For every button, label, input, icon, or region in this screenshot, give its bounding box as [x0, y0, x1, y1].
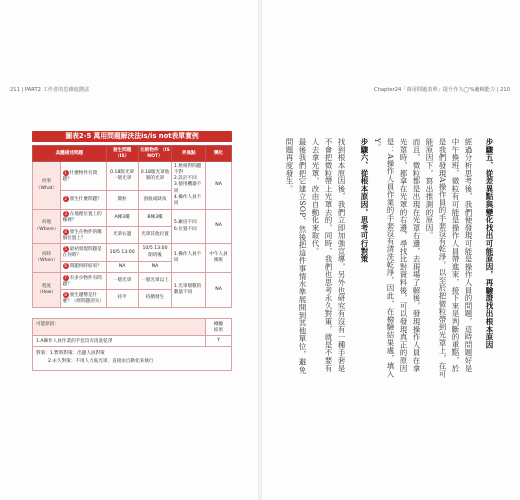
isnot-cell: 光罩其他位置: [138, 227, 172, 244]
diff-cell: 1.操作人員不同: [172, 244, 206, 273]
question-text: 發生趨勢是什麼？（經問題消失）: [62, 292, 104, 305]
number-badge: 5: [64, 245, 67, 251]
right-running-head: Chapter24「萬用問題表單」提升作九◯%邏輯能力 | 210: [373, 87, 510, 93]
question-text: 在地理位置上的哪裡？: [62, 212, 102, 224]
change-cell: 中午人員 換班: [206, 244, 232, 273]
row-question: [61, 261, 107, 272]
number-badge: 3: [64, 211, 67, 217]
header-describe: 具體描述問題: [33, 146, 107, 162]
diff-cell: 1.光罩層數的數量不同: [172, 273, 206, 308]
isnot-cell: 刮痕或缺角: [138, 191, 172, 210]
diff-cell: 5.廠房不同 6.位置不同: [172, 209, 206, 244]
is-cell: 10/5 13:00: [106, 244, 138, 261]
row-question: [61, 209, 107, 226]
row-question: [61, 162, 107, 191]
possible-cause-label: 可能原因：: [33, 319, 205, 335]
isnot-cell: NA: [138, 261, 172, 272]
summary-header-row: [33, 319, 231, 336]
step5-paragraph-2: 而且，微粒都是出現在光罩右邊，去現場了解後，發現操作人員在拿光罩時，都拿在光罩的右邊，尋找比對資料後，可以發現真正的原因是：A操作人員作業的手套沒有清洗乾淨，因此，在檢驗結果處，填入Y。: [373, 138, 421, 378]
row-category: 何地 （Where）: [33, 209, 61, 244]
header-is: 發生問題 （IS）: [106, 146, 138, 162]
is-cell: 0.18版光罩一層光罩: [106, 162, 138, 191]
number-badge: 7: [64, 274, 67, 280]
change-cell: NA: [206, 162, 232, 209]
row-question: [61, 244, 107, 261]
change-cell: NA: [206, 209, 232, 244]
is-cell: 一層光罩: [106, 273, 138, 290]
countermeasure-line: 對策：1.暫時對策：出題人員對策: [36, 351, 105, 356]
question-text: 發生在物件的哪個位置上？: [62, 229, 102, 241]
change-cell: NA: [206, 273, 232, 308]
left-page: [0, 0, 258, 500]
number-badge: 2: [64, 196, 67, 202]
number-badge: 8: [64, 291, 67, 297]
table-row: [33, 162, 232, 191]
step6-paragraph-2: 最後我們把它建立SOP，然後把這件事情水準展開到其他單位，避免問題再度發生。: [285, 138, 307, 374]
check-result-value: Y: [205, 336, 231, 346]
isnot-cell: 一層光罩以上: [138, 273, 172, 290]
step5-heading: 步驟五、從差異點與變化找出可能原因，再驗證找出根本原因: [485, 138, 494, 349]
diff-cell: 1.無相對問題 不對 2.設計不同 3.使用機器不同 4.操作人員不同: [172, 162, 206, 209]
header-isnot: 比較物件 （IS NOT）: [138, 146, 172, 162]
header-diff: 界異點: [172, 146, 206, 162]
table-header-row: [33, 146, 232, 162]
isnot-cell: 10/5 13:00 開班後: [138, 244, 172, 261]
question-text: 問題何時結束？: [69, 264, 102, 270]
number-badge: 4: [64, 228, 67, 234]
row-category: 何時 （When）: [33, 244, 61, 273]
row-category: 程度 （How）: [33, 273, 61, 308]
table-row: [33, 209, 232, 226]
number-badge: 6: [64, 263, 67, 269]
vertical-body-text: [285, 138, 496, 378]
table-title-bar: [32, 131, 232, 142]
row-category: 何事 （What）: [33, 162, 61, 209]
check-result-header: 檢驗 結果: [205, 319, 231, 335]
is-isnot-table: [32, 145, 232, 308]
countermeasure-line: 2.永久對策：不用人力貼光罩，直接由自動化來執行: [48, 359, 154, 365]
table-row: [33, 244, 232, 261]
is-cell: A棟3樓: [106, 209, 138, 226]
question-text: 什麼物件有問題？: [62, 170, 98, 182]
question-text: 有多少物件有問題？: [62, 275, 102, 287]
row-question: [61, 290, 107, 307]
is-cell: NA: [106, 261, 138, 272]
step6-heading: 步驟六、從根本原因，思考可行對策: [360, 138, 369, 263]
left-running-head: 211 | PART2 工作者的思維進階法: [10, 87, 90, 93]
possible-cause-text: 1.A操作人員作業的手套沒有清洗乾淨: [33, 336, 205, 346]
is-cell: 持平: [106, 290, 138, 307]
row-question: [61, 227, 107, 244]
is-cell: 光罩右邊: [106, 227, 138, 244]
table-title: 圖表2-5 萬用問題解決法is/is not表單實例: [65, 132, 199, 140]
step5-paragraph: 經過分析思考後，我們便發現可能是操作人員的問題，這時問題好是中午換班，微粒有可能是操作人員帶進來，接下來是判斷的重點，於是我們發現A操作員的手套沒有乾淨，以至於把微粒帶到光罩上，在可能原因下，寫出推測的原因。: [425, 138, 473, 378]
question-text: 發生什麼問題？: [69, 197, 102, 203]
isnot-cell: 0.18版光罩他層的光罩: [138, 162, 172, 191]
countermeasure-notes: [33, 347, 231, 370]
isnot-cell: B棟3樓: [138, 209, 172, 226]
is-cell: 微粒: [106, 191, 138, 210]
cause-summary: [32, 318, 232, 371]
summary-cause-row: [33, 336, 231, 347]
question-text: 最初發現問題是在何時？: [62, 246, 102, 259]
row-question: [61, 191, 107, 210]
number-badge: 1: [64, 169, 67, 175]
step6-paragraph: 找到根本原因後，我們立即加強宣導，另外也研究有沒有一種手套是不會把微粒帶上光罩去的，同時，我們也思考永久對策，就是不要有人去拿光罩，改由自動化來取代。: [311, 138, 346, 372]
isnot-cell: 持續發生: [138, 290, 172, 307]
header-change: 變化: [206, 146, 232, 162]
row-question: [61, 273, 107, 290]
table-row: [33, 273, 232, 290]
